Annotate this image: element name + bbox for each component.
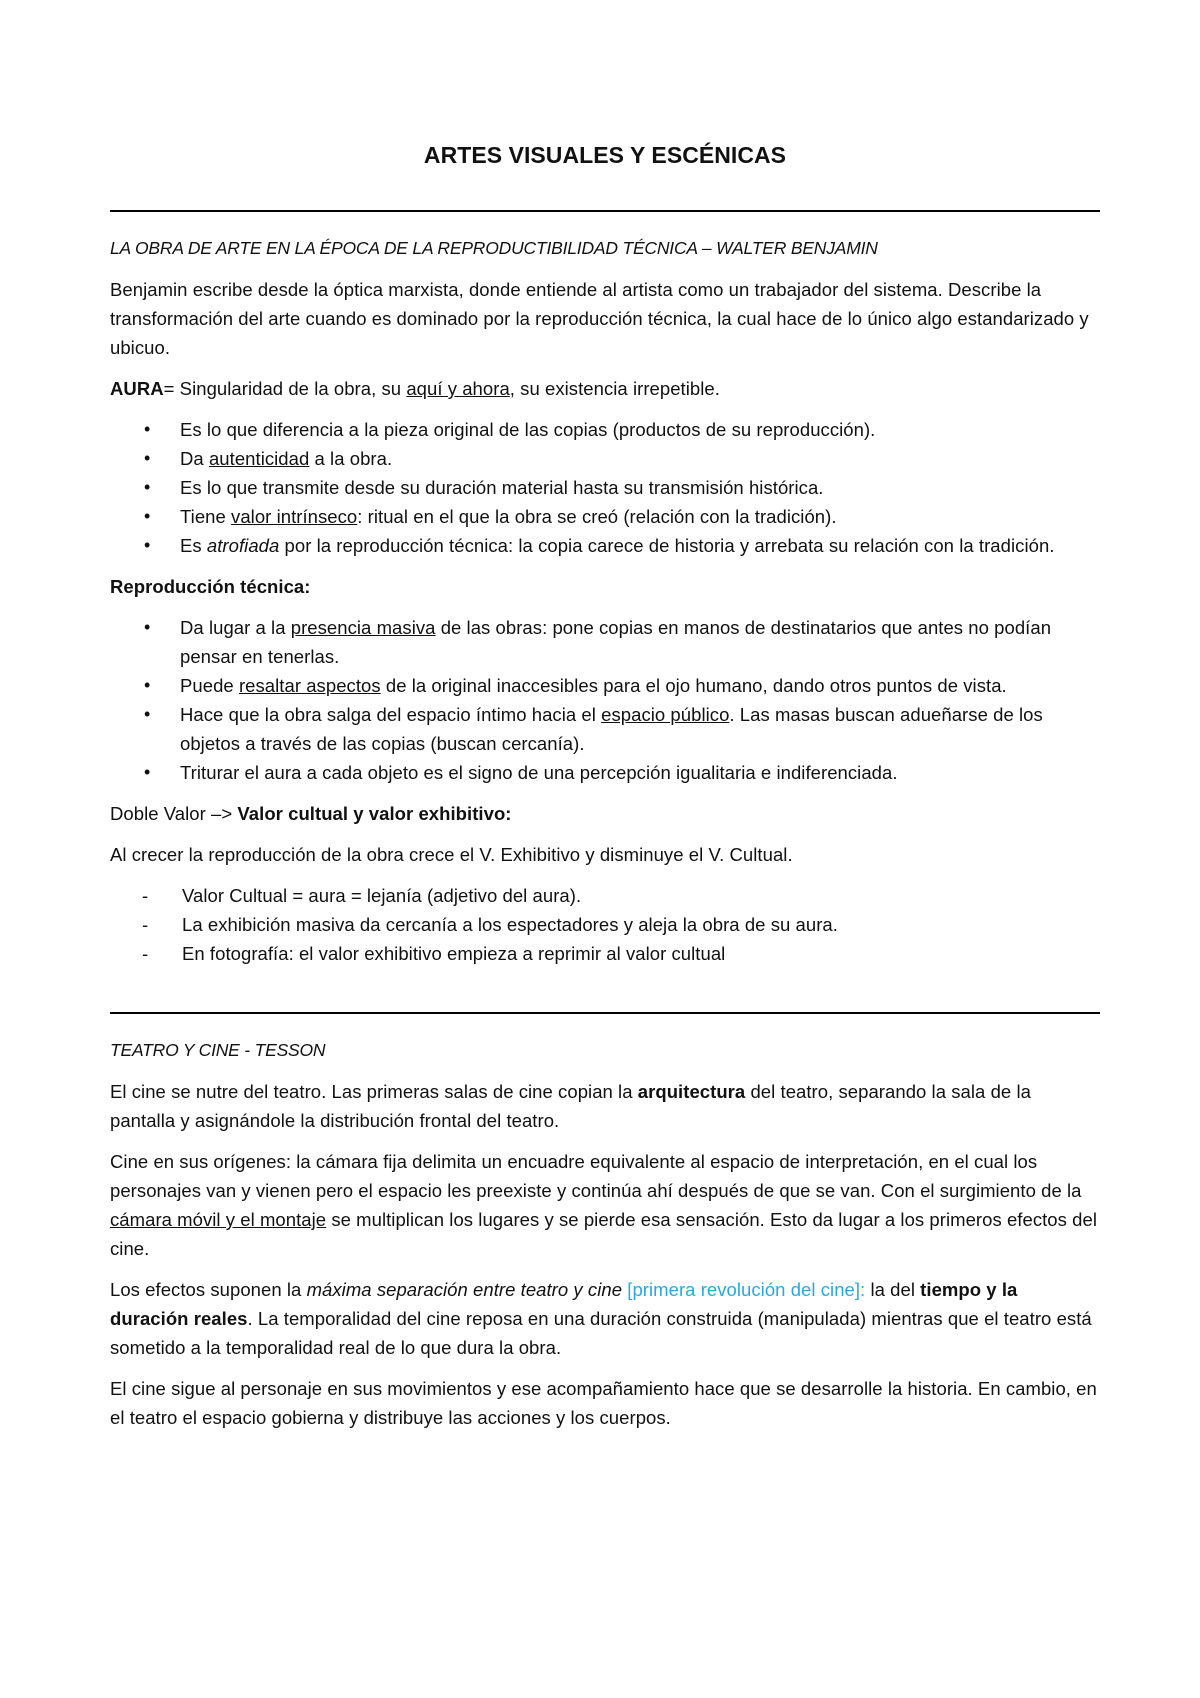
double-value-pre: Doble Valor –> bbox=[110, 803, 238, 824]
paragraph-text: la del bbox=[865, 1279, 921, 1300]
paragraph-highlight: [primera revolución del cine]: bbox=[622, 1279, 866, 1300]
section-heading-benjamin: LA OBRA DE ARTE EN LA ÉPOCA DE LA REPRODUCTIBILIDAD TÉCNICA – WALTER BENJAMIN bbox=[110, 238, 878, 258]
document-body bbox=[110, 140, 1100, 1444]
paragraph-text: El cine se nutre del teatro. Las primeras salas de cine copian la bbox=[110, 1081, 638, 1102]
list-item-text: Triturar el aura a cada objeto es el signo de una percepción igualitaria e indiferenciada. bbox=[180, 762, 898, 783]
list-item-italic: atrofiada bbox=[206, 535, 280, 556]
list-item bbox=[180, 700, 1100, 758]
double-value-line bbox=[110, 799, 1100, 828]
list-item-underlined: resaltar aspectos bbox=[238, 675, 381, 696]
list-item-text: . Las masas buscan adueñarse de los objetos a través de las copias (buscan cercanía). bbox=[180, 704, 1043, 754]
theatre-cinema-paragraph-3 bbox=[110, 1275, 1100, 1362]
reproduction-heading: Reproducción técnica: bbox=[110, 576, 311, 597]
paragraph-italic: máxima separación entre teatro y cine bbox=[306, 1279, 623, 1300]
list-item-underlined: presencia masiva bbox=[290, 617, 436, 638]
list-item bbox=[180, 473, 1100, 502]
aura-text-post: , su existencia irrepetible. bbox=[509, 378, 720, 399]
list-item: - La exhibición masiva da cercanía a los espectadores y aleja la obra de su aura. bbox=[182, 910, 1100, 939]
theatre-cinema-paragraph-4: El cine sigue al personaje en sus movimientos y ese acompañamiento hace que se desarrolle la historia. En cambio, en el teatro el espacio gobierna y distribuye las acciones y los cuerpos. bbox=[110, 1378, 1097, 1428]
aura-definition bbox=[110, 374, 1100, 403]
list-item-text: por la reproducción técnica: la copia carece de historia y arrebata su relación con la tradición. bbox=[279, 535, 1055, 556]
list-item-text: Puede bbox=[180, 675, 239, 696]
section-heading-tesson: TEATRO Y CINE - TESSON bbox=[110, 1040, 326, 1060]
list-item-text: Es bbox=[180, 535, 207, 556]
list-item: - Valor Cultual = aura = lejanía (adjetivo del aura). bbox=[182, 881, 1100, 910]
paragraph-bold: arquitectura bbox=[637, 1081, 746, 1102]
list-item-text: Da bbox=[180, 448, 209, 469]
list-item bbox=[180, 444, 1100, 473]
paragraph-text: Los efectos suponen la bbox=[110, 1279, 307, 1300]
list-item-text: Es lo que diferencia a la pieza original de las copias (productos de su reproducción). bbox=[180, 419, 876, 440]
list-item bbox=[180, 671, 1100, 700]
value-dash-list bbox=[110, 881, 1100, 968]
aura-text-underlined: aquí y ahora bbox=[406, 378, 510, 399]
aura-text-pre: = Singularidad de la obra, su bbox=[163, 378, 407, 399]
list-item-text: Hace que la obra salga del espacio íntimo hacia el bbox=[180, 704, 602, 725]
paragraph-bold: tiempo y la duración reales bbox=[110, 1279, 1018, 1329]
list-item bbox=[180, 758, 1100, 787]
list-item-text: Da lugar a la bbox=[180, 617, 291, 638]
growth-paragraph: Al crecer la reproducción de la obra crece el V. Exhibitivo y disminuye el V. Cultual. bbox=[110, 844, 793, 865]
paragraph-text: . La temporalidad del cine reposa en una duración construida (manipulada) mientras que el teatro está sometido a la temporalidad real de lo que dura la obra. bbox=[110, 1308, 1092, 1358]
list-item-underlined: valor intrínseco bbox=[231, 506, 358, 527]
section-divider bbox=[110, 210, 1100, 212]
list-item bbox=[180, 531, 1100, 560]
double-value-bold: Valor cultual y valor exhibitivo: bbox=[237, 803, 512, 824]
page-title: ARTES VISUALES Y ESCÉNICAS bbox=[423, 142, 787, 168]
aura-list bbox=[110, 415, 1100, 560]
list-item-text: Tiene bbox=[180, 506, 232, 527]
reproduction-list bbox=[110, 613, 1100, 787]
list-item-text: Es lo que transmite desde su duración material hasta su transmisión histórica. bbox=[180, 477, 824, 498]
list-item-text: a la obra. bbox=[309, 448, 393, 469]
paragraph-underlined: cámara móvil y el montaje bbox=[110, 1209, 327, 1230]
section-divider bbox=[110, 1012, 1100, 1014]
paragraph-text: se multiplican los lugares y se pierde esa sensación. Esto da lugar a los primeros efectos del cine. bbox=[110, 1209, 1097, 1259]
paragraph-text: Cine en sus orígenes: la cámara fija delimita un encuadre equivalente al espacio de interpretación, en el cual los personajes van y vienen pero el espacio les preexiste y continúa ahí después de que se van. Con el surgimiento de la bbox=[110, 1151, 1082, 1201]
theatre-cinema-paragraph-2 bbox=[110, 1147, 1100, 1263]
list-item bbox=[180, 415, 1100, 444]
theatre-cinema-paragraph-1 bbox=[110, 1077, 1100, 1135]
intro-paragraph: Benjamin escribe desde la óptica marxista, donde entiende al artista como un trabajador del sistema. Describe la transformación del arte cuando es dominado por la reproducción técnica, la cual hace de lo único algo estandarizado y ubicuo. bbox=[110, 279, 1089, 358]
list-item-underlined: autenticidad bbox=[208, 448, 310, 469]
paragraph-text: del teatro, separando la sala de la pantalla y asignándole la distribución frontal del teatro. bbox=[110, 1081, 1031, 1131]
list-item bbox=[180, 502, 1100, 531]
list-item-text: de las obras: pone copias en manos de destinatarios que antes no podían pensar en tenerlas. bbox=[180, 617, 1052, 667]
list-item-underlined: espacio público bbox=[601, 704, 730, 725]
list-item: - En fotografía: el valor exhibitivo empieza a reprimir al valor cultual bbox=[182, 939, 1100, 968]
list-item bbox=[180, 613, 1100, 671]
list-item-text: : ritual en el que la obra se creó (relación con la tradición). bbox=[357, 506, 837, 527]
list-item-text: de la original inaccesibles para el ojo humano, dando otros puntos de vista. bbox=[380, 675, 1007, 696]
aura-label: AURA bbox=[110, 378, 164, 399]
